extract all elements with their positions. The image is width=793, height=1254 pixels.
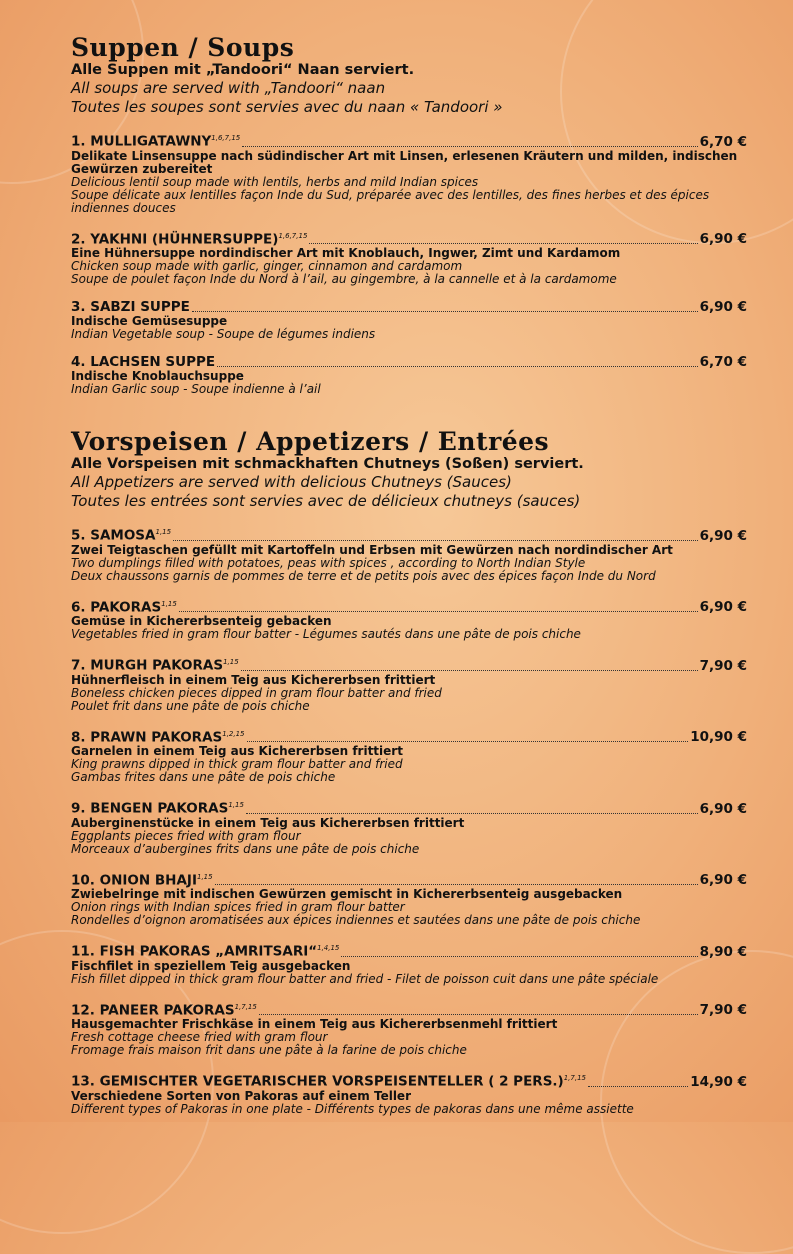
allergen-codes: 1,15 xyxy=(223,658,239,666)
menu-item-name xyxy=(71,300,190,315)
menu-item-price: 10,90 € xyxy=(690,729,747,745)
description-en: Fresh cottage cheese fried with gram flour xyxy=(71,1030,328,1044)
description-de: Delikate Linsensuppe nach südindischer Art mit Linsen, erlesenen Kräutern und milden, indischen Gewürzen zubereitet xyxy=(71,148,738,176)
soups-title: Suppen / Soups xyxy=(71,33,295,62)
menu-item xyxy=(71,355,747,396)
dot-leader xyxy=(246,813,698,814)
appetizers-list xyxy=(71,525,747,1116)
menu-item-price: 7,90 € xyxy=(699,657,747,674)
description-en: Boneless chicken pieces dipped in gram flour batter and fried xyxy=(71,685,442,700)
description-en: Onion rings with Indian spices fried in gram flour batter xyxy=(71,900,405,914)
menu-item-name xyxy=(71,727,245,746)
description-en: Different types of Pakoras in one plate - Différents types de pakoras dans une même assiette xyxy=(71,1101,634,1116)
allergen-codes: 1,7,15 xyxy=(563,1074,586,1082)
description-de: Auberginenstücke in einem Teig aus Kichererbsen frittiert xyxy=(71,815,465,830)
menu-item-price: 14,90 € xyxy=(690,1073,747,1090)
dot-leader xyxy=(341,956,697,957)
description-en: Eggplants pieces fried with gram flour xyxy=(71,828,301,843)
menu-item-price: 6,90 € xyxy=(699,872,747,888)
menu-item-title: 1. MULLIGATAWNY xyxy=(71,133,212,150)
menu-item-price: 6,70 € xyxy=(699,133,747,150)
menu-item-header xyxy=(71,798,747,817)
description-fr: Soupe de poulet façon Inde du Nord à l’ail, au gingembre, à la cannelle et à la cardamome xyxy=(71,272,617,286)
menu-item-header xyxy=(71,941,747,960)
description-de: Zwiebelringe mit indischen Gewürzen gemischt in Kichererbsenteig ausgebacken xyxy=(71,887,623,901)
description-de: Zwei Teigtaschen gefüllt mit Kartoffeln und Erbsen mit Gewürzen nach nordindischer Art xyxy=(71,542,673,557)
menu-item-name xyxy=(71,655,239,674)
dot-leader xyxy=(247,741,689,742)
menu-item xyxy=(71,1071,747,1116)
menu-item-title: 8. PRAWN PAKORAS xyxy=(71,729,223,745)
appetizers-title: Vorspeisen / Appetizers / Entrées xyxy=(71,427,550,456)
description-de: Fischfilet in speziellem Teig ausgebacken xyxy=(71,958,351,973)
dot-leader xyxy=(179,611,698,612)
allergen-codes: 1,6,7,15 xyxy=(211,134,241,142)
appetizers-subtitle-fr: Toutes les entrées sont servies avec de délicieux chutneys (sauces) xyxy=(71,492,581,510)
description-en: Chicken soup made with garlic, ginger, cinnamon and cardamom xyxy=(71,259,463,273)
menu-item-name xyxy=(71,798,244,817)
menu-item xyxy=(71,300,747,341)
description-de: Verschiedene Sorten von Pakoras auf einem Teller xyxy=(71,1088,411,1103)
description-de: Hühnerfleisch in einem Teig aus Kichererbsen frittiert xyxy=(71,672,436,687)
dot-leader xyxy=(241,670,698,671)
description-en: Indian Vegetable soup - Soupe de légumes indiens xyxy=(71,327,376,341)
menu-item xyxy=(71,798,747,856)
menu-item-header xyxy=(71,300,747,315)
dot-leader xyxy=(173,540,698,541)
description-fr: Morceaux d’aubergines frits dans une pâte de pois chiche xyxy=(71,841,420,856)
description-de: Gemüse in Kichererbsenteig gebacken xyxy=(71,614,332,628)
description-en: Delicious lentil soup made with lentils, herbs and mild Indian spices xyxy=(71,174,479,189)
menu-item-header xyxy=(71,131,747,150)
description-fr: Soupe délicate aux lentilles façon Inde du Sud, préparée avec des lentilles, des fines herbes et des épices indiennes douces xyxy=(71,187,710,215)
description-en: Two dumplings filled with potatoes, peas with spices , according to North Indian Style xyxy=(71,555,586,570)
menu-item xyxy=(71,870,747,928)
soups-subtitle-fr: Toutes les soupes sont servies avec du naan « Tandoori » xyxy=(71,98,503,116)
allergen-codes: 1,15 xyxy=(228,801,244,809)
menu-item-header xyxy=(71,655,747,674)
menu-item-header xyxy=(71,355,747,370)
menu-item xyxy=(71,131,747,215)
menu-item-name xyxy=(71,229,307,248)
description-en: Fish fillet dipped in thick gram flour batter and fried - Filet de poisson cuit dans une pâte spéciale xyxy=(71,971,659,986)
menu-item-price: 6,90 € xyxy=(699,800,747,817)
menu-item-price: 8,90 € xyxy=(699,943,747,960)
menu-item-price: 6,90 € xyxy=(699,599,747,615)
menu-item xyxy=(71,1000,747,1058)
menu-item-price: 6,70 € xyxy=(699,354,747,370)
description-fr: Poulet frit dans une pâte de pois chiche xyxy=(71,698,310,713)
menu-item-name xyxy=(71,1000,257,1019)
menu-page xyxy=(71,34,747,1116)
menu-item-name xyxy=(71,870,213,889)
appetizers-subtitle-de: Alle Vorspeisen mit schmackhaften Chutneys (Soßen) serviert. xyxy=(71,456,584,472)
menu-item-price: 7,90 € xyxy=(699,1002,747,1018)
description-de: Hausgemachter Frischkäse in einem Teig aus Kichererbsenmehl frittiert xyxy=(71,1017,558,1031)
description-fr: Deux chaussons garnis de pommes de terre et de petits pois avec des épices façon Inde du Nord xyxy=(71,568,656,583)
menu-item-name xyxy=(71,355,215,370)
dot-leader xyxy=(588,1086,688,1087)
menu-item-name xyxy=(71,525,171,544)
description-fr: Rondelles d’oignon aromatisées aux épices indiennes et sautées dans une pâte de pois chiche xyxy=(71,913,641,927)
dot-leader xyxy=(192,311,698,312)
menu-item-title: 5. SAMOSA xyxy=(71,527,156,544)
menu-item-title: 4. LACHSEN SUPPE xyxy=(71,354,216,370)
description-en: Indian Garlic soup - Soupe indienne à l’ail xyxy=(71,382,321,396)
soups-subtitle-en: All soups are served with „Tandoori“ naan xyxy=(71,79,386,97)
menu-item-header xyxy=(71,727,747,746)
allergen-codes: 1,15 xyxy=(155,528,172,536)
menu-item-header xyxy=(71,1000,747,1019)
menu-item-title: 10. ONION BHAJI xyxy=(71,872,197,888)
appetizers-subtitle-en: All Appetizers are served with delicious Chutneys (Sauces) xyxy=(71,473,512,491)
menu-item xyxy=(71,525,747,583)
allergen-codes: 1,15 xyxy=(161,599,177,608)
dot-leader xyxy=(259,1014,698,1015)
soups-list xyxy=(71,131,747,396)
menu-item-header xyxy=(71,597,747,616)
menu-item-price: 6,90 € xyxy=(699,299,747,315)
allergen-codes: 1,2,15 xyxy=(222,729,245,738)
description-de: Eine Hühnersuppe nordindischer Art mit Knoblauch, Ingwer, Zimt und Kardamom xyxy=(71,246,621,260)
menu-item xyxy=(71,727,747,785)
menu-item-price: 6,90 € xyxy=(699,527,747,544)
menu-item xyxy=(71,597,747,642)
allergen-codes: 1,7,15 xyxy=(234,1002,257,1011)
dot-leader xyxy=(217,366,697,367)
menu-item xyxy=(71,229,747,287)
description-en: King prawns dipped in thick gram flour batter and fried xyxy=(71,757,403,771)
menu-item-title: 9. BENGEN PAKORAS xyxy=(71,800,229,817)
description-fr: Fromage frais maison frit dans une pâte à la farine de pois chiche xyxy=(71,1043,467,1057)
dot-leader xyxy=(215,884,698,885)
appetizers-section xyxy=(71,428,747,1116)
soups-section xyxy=(71,34,747,396)
description-fr: Gambas frites dans une pâte de pois chiche xyxy=(71,770,336,784)
menu-item-title: 13. GEMISCHTER VEGETARISCHER VORSPEISENTELLER ( 2 PERS.) xyxy=(71,1073,564,1090)
menu-item-name xyxy=(71,597,177,616)
menu-item-header xyxy=(71,229,747,248)
dot-leader xyxy=(242,146,697,147)
menu-item-title: 12. PANEER PAKORAS xyxy=(71,1002,235,1018)
menu-item-name xyxy=(71,1071,586,1090)
menu-item-title: 2. YAKHNI (HÜHNERSUPPE) xyxy=(71,231,279,247)
menu-item-title: 11. FISH PAKORAS „AMRITSARI“ xyxy=(71,943,318,960)
menu-item-title: 3. SABZI SUPPE xyxy=(71,299,190,315)
dot-leader xyxy=(309,243,697,244)
description-en: Vegetables fried in gram flour batter - Légumes sautés dans une pâte de pois chiche xyxy=(71,627,581,641)
description-de: Indische Gemüsesuppe xyxy=(71,314,228,328)
allergen-codes: 1,6,7,15 xyxy=(278,231,308,240)
description-de: Garnelen in einem Teig aus Kichererbsen frittiert xyxy=(71,744,403,758)
menu-item-name xyxy=(71,131,240,150)
description-de: Indische Knoblauchsuppe xyxy=(71,369,244,383)
menu-item-title: 7. MURGH PAKORAS xyxy=(71,657,224,674)
allergen-codes: 1,15 xyxy=(196,872,213,881)
menu-item-price: 6,90 € xyxy=(699,231,747,247)
menu-item-name xyxy=(71,941,339,960)
soups-subtitle-de: Alle Suppen mit „Tandoori“ Naan serviert. xyxy=(71,62,415,78)
menu-item xyxy=(71,655,747,713)
menu-item-header xyxy=(71,1071,747,1090)
menu-item-title: 6. PAKORAS xyxy=(71,599,162,615)
menu-item-header xyxy=(71,525,747,544)
allergen-codes: 1,4,15 xyxy=(317,944,340,952)
menu-item-header xyxy=(71,870,747,889)
menu-item xyxy=(71,941,747,986)
